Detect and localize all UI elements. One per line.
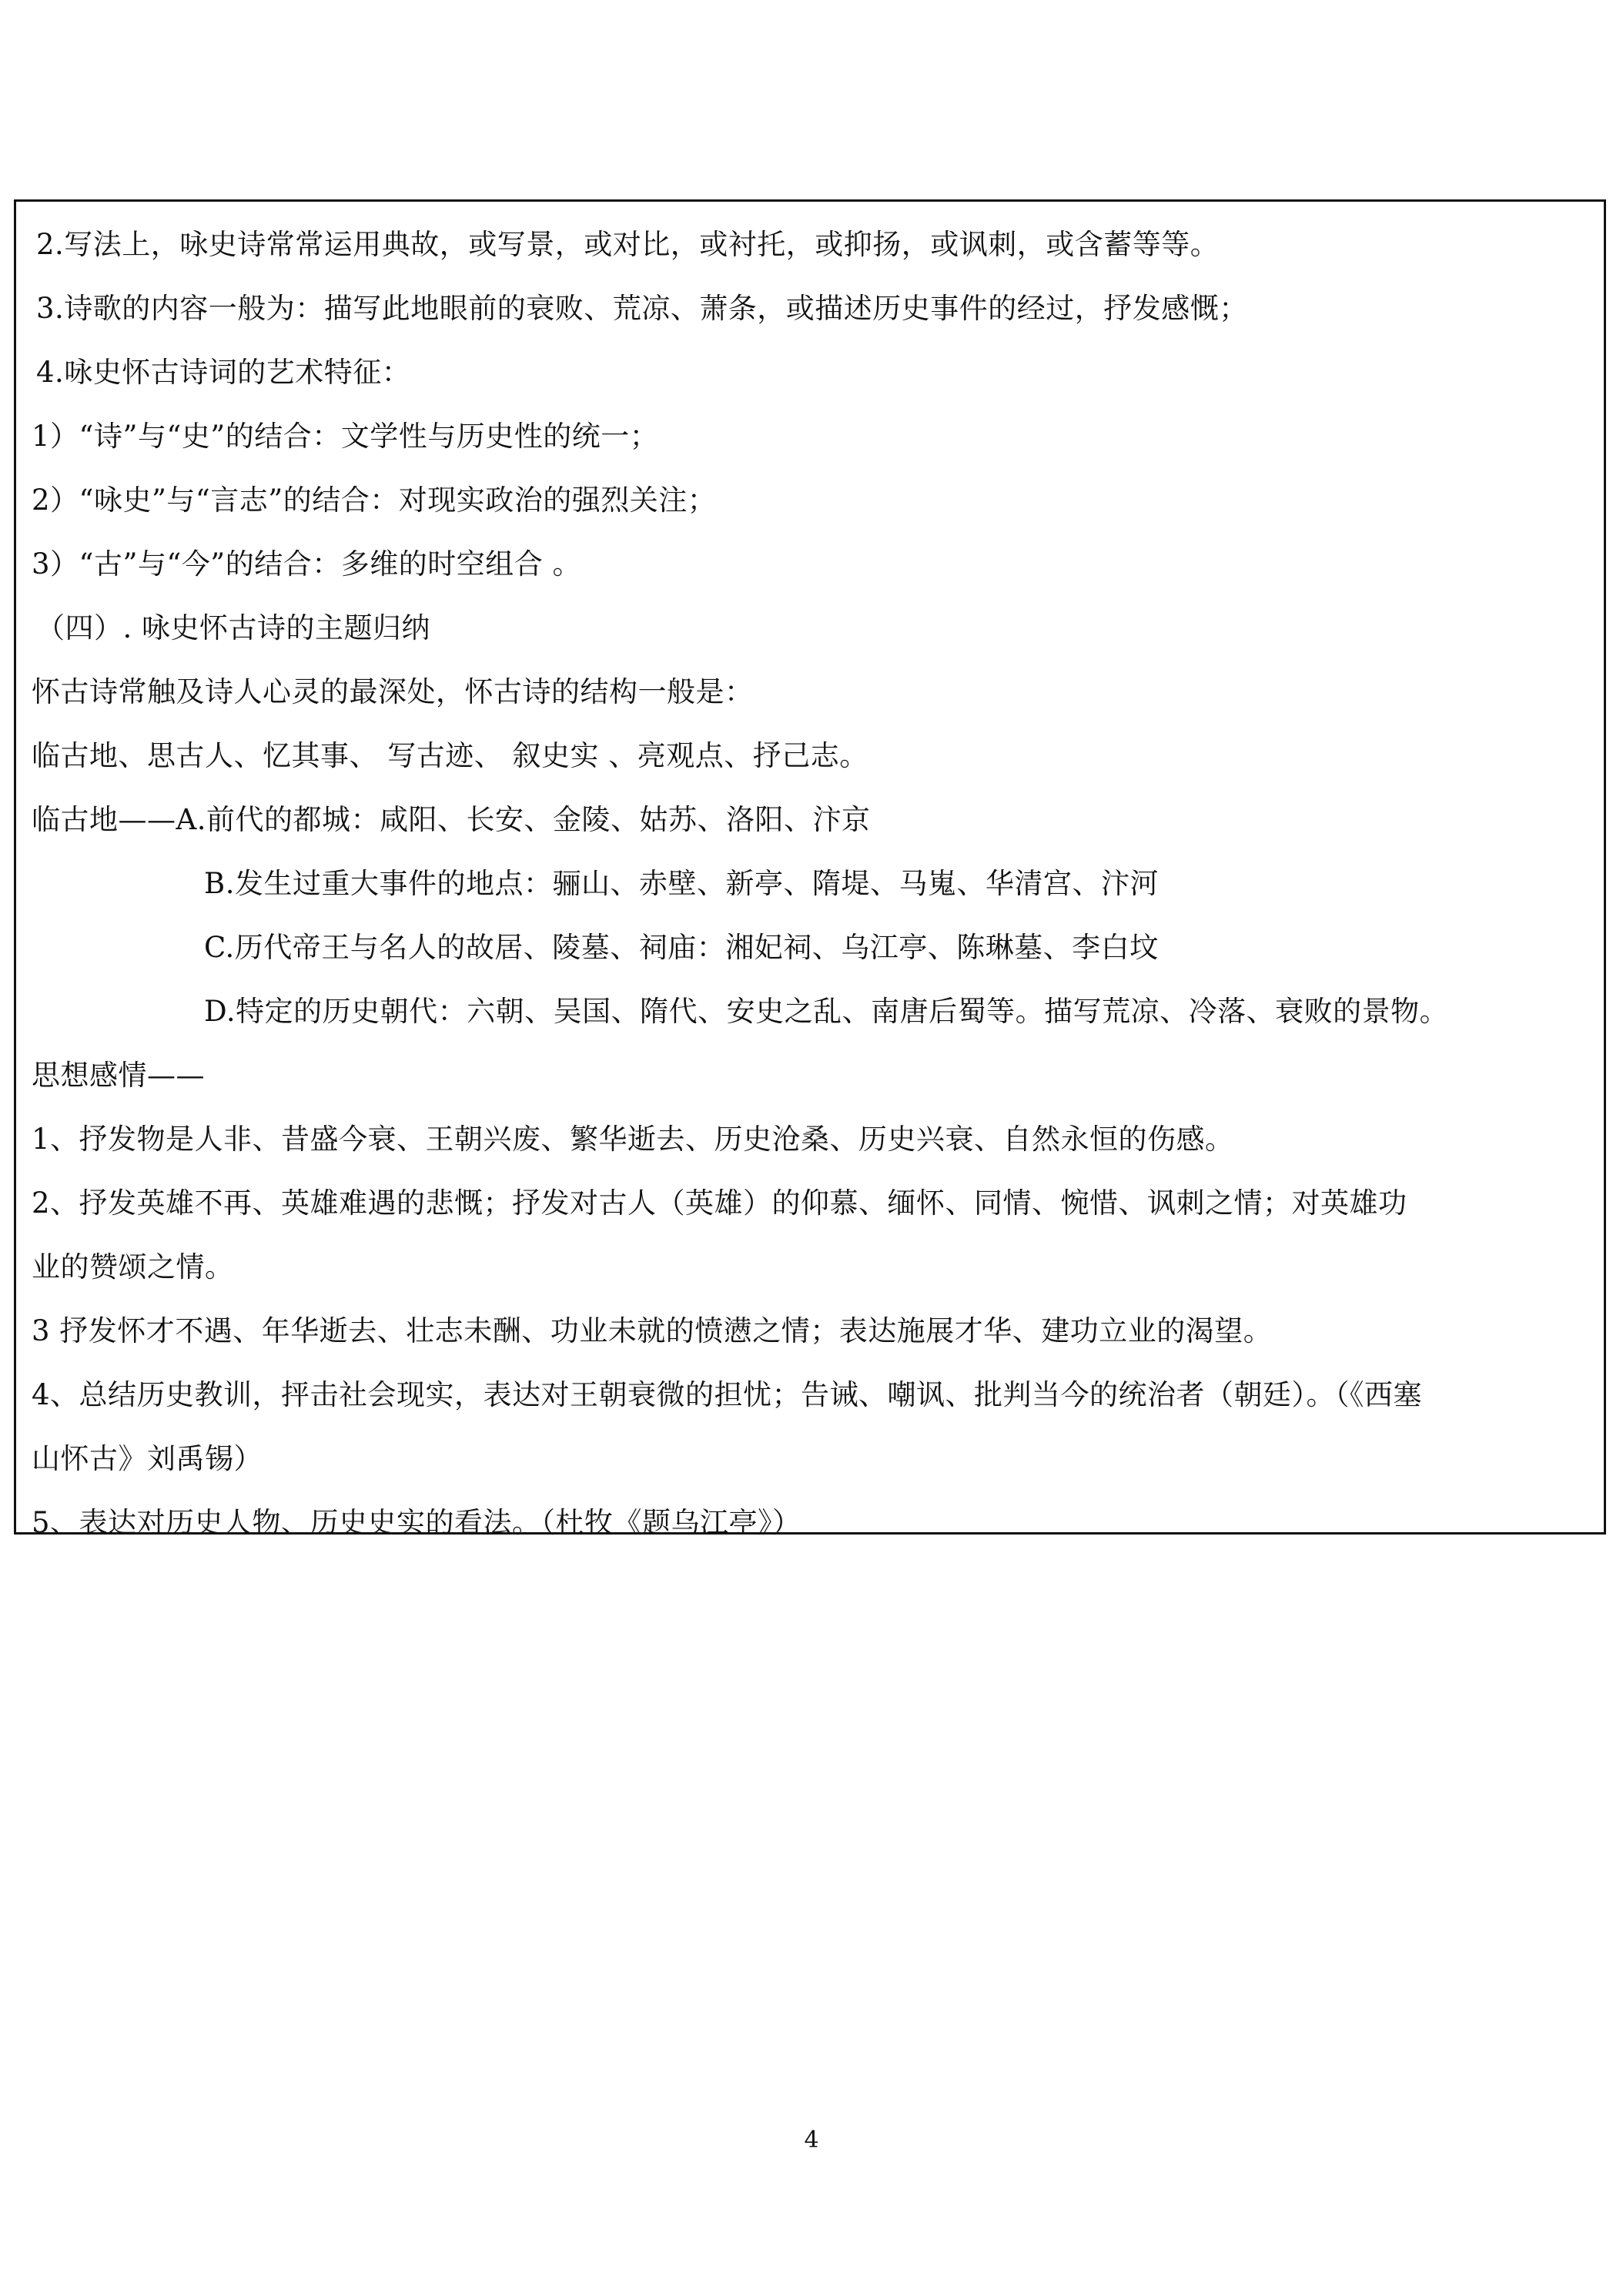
page-number: 4 (804, 2127, 819, 2154)
text-line: 4、总结历史教训，抨击社会现实，表达对王朝衰微的担忧；告诫、嘲讽、批判当今的统治者（朝廷）。（《西塞 (32, 1378, 1423, 1411)
text-line: C.历代帝王与名人的故居、陵墓、祠庙：湘妃祠、乌江亭、陈琳墓、李白坟 (204, 931, 1159, 964)
text-line: 临古地、思古人、忆其事、 写古迹、 叙史实 、亮观点、抒己志。 (32, 739, 868, 772)
text-line: B.发生过重大事件的地点：骊山、赤壁、新亭、隋堤、马嵬、华清宫、汴河 (204, 867, 1159, 900)
section-heading: （四）. 咏史怀古诗的主题归纳 (36, 611, 431, 644)
text-line: 5、表达对历史人物、历史史实的看法。（杜牧《题乌江亭》） (32, 1506, 801, 1539)
text-line: 3 抒发怀才不遇、年华逝去、壮志未酬、功业未就的愤懑之情；表达施展才华、建功立业的渴望。 (32, 1314, 1273, 1347)
content-box (14, 199, 1606, 1539)
text-line: 怀古诗常触及诗人心灵的最深处，怀古诗的结构一般是： (32, 675, 754, 708)
text-line: 1、抒发物是人非、昔盛今衰、王朝兴废、繁华逝去、历史沧桑、历史兴衰、自然永恒的伤感。 (32, 1123, 1234, 1156)
text-line: 4.咏史怀古诗词的艺术特征： (36, 356, 411, 389)
text-line: D.特定的历史朝代：六朝、吴国、隋代、安史之乱、南唐后蜀等。描写荒凉、冷落、衰败的景物。 (204, 995, 1449, 1028)
text-line: 2.写法上，咏史诗常常运用典故，或写景，或对比，或衬托，或抑扬，或讽刺，或含蓄等等。 (36, 228, 1220, 261)
text-line: 3）“古”与“今”的结合：多维的时空组合 。 (32, 547, 581, 581)
text-line: 山怀古》刘禹锡） (32, 1442, 263, 1475)
text-line: 1）“诗”与“史”的结合：文学性与历史性的统一； (32, 420, 659, 453)
text-line: 业的赞颂之情。 (32, 1250, 234, 1284)
text-line: 思想感情—— (32, 1059, 205, 1092)
text-line: 临古地——A.前代的都城：咸阳、长安、金陵、姑苏、洛阳、汴京 (32, 803, 871, 836)
text-line: 2）“咏史”与“言志”的结合：对现实政治的强烈关注； (32, 484, 717, 517)
text-line: 3.诗歌的内容一般为：描写此地眼前的衰败、荒凉、萧条，或描述历史事件的经过，抒发感慨； (36, 292, 1248, 325)
text-line: 2、抒发英雄不再、英雄难遇的悲慨；抒发对古人（英雄）的仰慕、缅怀、同情、惋惜、讽刺之情；对英雄功 (32, 1186, 1407, 1220)
